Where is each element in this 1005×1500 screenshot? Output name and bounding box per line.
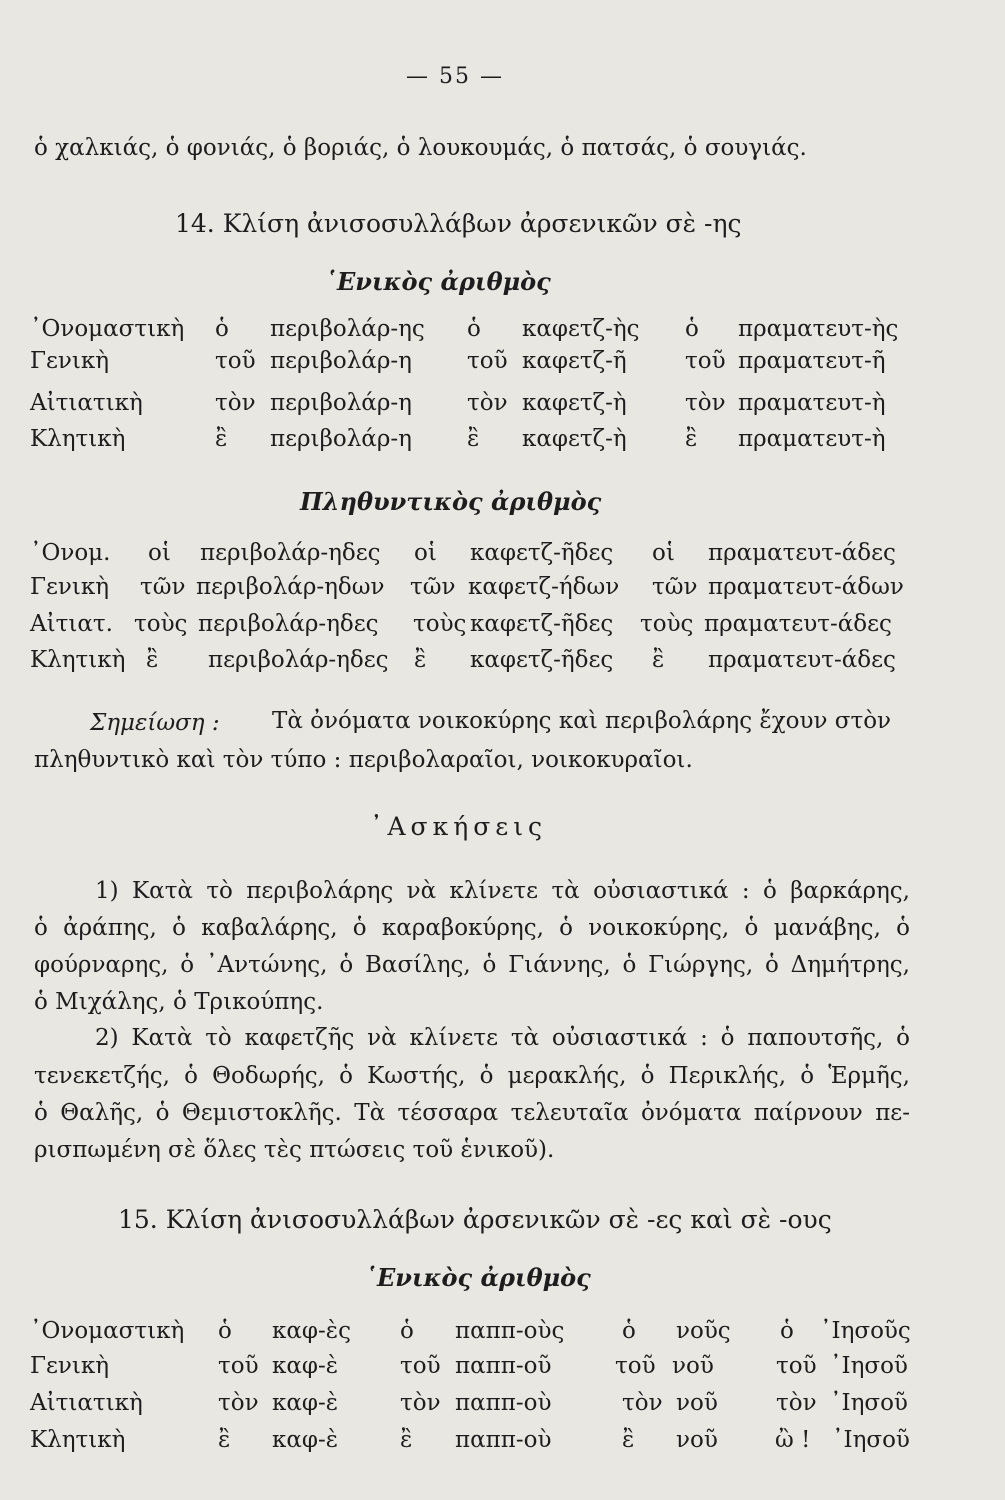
- article: τὸν: [622, 1390, 663, 1416]
- form: περιβολάρ-η: [270, 390, 412, 416]
- article: τοῦ: [615, 1353, 656, 1379]
- article: ὁ: [215, 316, 229, 342]
- form: νοῦς: [676, 1318, 731, 1344]
- exercise-line: φούρναρης, ὁ ᾿Αντώνης, ὁ Βασίλης, ὁ Γιάννης, ὁ Γιώργης, ὁ Δημήτρης,: [34, 952, 910, 978]
- form: πραματευτ-άδες: [704, 611, 892, 637]
- form: καφετζ-ῆ: [522, 348, 627, 374]
- exercise-line: 1) Κατὰ τὸ περιβολάρης νὰ κλίνετε τὰ οὐσιαστικά : ὁ βαρκάρης,: [95, 878, 910, 904]
- form: καφ-ὲς: [272, 1318, 352, 1344]
- article: τῶν: [410, 574, 456, 600]
- article: τοὺς: [134, 611, 188, 637]
- article: ὁ: [685, 316, 699, 342]
- form: πραματευτ-ὴ: [738, 390, 886, 416]
- article: τῶν: [140, 574, 186, 600]
- case-label: ᾿Ονομαστικὴ: [30, 1318, 185, 1344]
- form: περιβολάρ-ης: [270, 316, 425, 342]
- form: πραματευτ-άδων: [708, 574, 904, 600]
- section-14-title: 14. Κλίση ἀνισοσυλλάβων ἀρσενικῶν σὲ -ης: [175, 209, 742, 238]
- case-label: Κλητικὴ: [30, 1427, 126, 1453]
- article: τοὺς: [413, 611, 467, 637]
- form: περιβολάρ-ηδες: [198, 611, 379, 637]
- article: τοῦ: [776, 1353, 817, 1379]
- form: πραματευτ-ὴς: [738, 316, 899, 342]
- form: ᾿Ιησοῦ: [830, 1390, 908, 1416]
- form: καφετζ-ῆδες: [470, 540, 614, 566]
- section-14-singular-heading: ῾Ενικὸς ἀριθμὸς: [325, 267, 551, 296]
- article: τοῦ: [400, 1353, 441, 1379]
- article: ἒ: [622, 1427, 635, 1453]
- article: ὁ: [218, 1318, 232, 1344]
- form: πραματευτ-άδες: [708, 540, 896, 566]
- exercise-line: τενεκετζής, ὁ Θοδωρής, ὁ Κωστής, ὁ μερακλής, ὁ Περικλής, ὁ Ἑρμῆς,: [34, 1063, 910, 1089]
- form: ᾿Ιησοῦ: [830, 1353, 908, 1379]
- case-label: Αἰτιατικὴ: [30, 1390, 143, 1416]
- form: ᾿Ιησοῦ: [832, 1427, 910, 1453]
- section-14-plural-heading: Πληθυντικὸς ἀριθμὸς: [300, 487, 602, 516]
- form: παππ-οῦ: [455, 1353, 552, 1379]
- article: τὸν: [215, 390, 256, 416]
- article: τοῦ: [215, 348, 256, 374]
- article: ἒ: [414, 647, 427, 673]
- form: παππ-οὺ: [455, 1427, 552, 1453]
- case-label: Κλητικὴ: [30, 426, 126, 452]
- article: ἒ: [215, 426, 228, 452]
- article: οἱ: [652, 540, 675, 566]
- form: περιβολάρ-ηδων: [196, 574, 385, 600]
- form: περιβολάρ-ηδες: [208, 647, 389, 673]
- form: καφετζ-ὴς: [522, 316, 640, 342]
- form: καφετζ-ήδων: [468, 574, 620, 600]
- article: ἒ: [467, 426, 480, 452]
- form: καφετζ-ῆδες: [470, 611, 614, 637]
- intro-line: ὁ χαλκιάς, ὁ φονιάς, ὁ βοριάς, ὁ λουκουμάς, ὁ πατσάς, ὁ σουγιάς.: [34, 135, 807, 161]
- exercise-line: ὁ ἀράπης, ὁ καβαλάρης, ὁ καραβοκύρης, ὁ νοικοκύρης, ὁ μανάβης, ὁ: [34, 915, 910, 941]
- article: τοὺς: [640, 611, 694, 637]
- article: ἒ: [685, 426, 698, 452]
- form: καφετζ-ὴ: [522, 390, 627, 416]
- article: τὸν: [218, 1390, 259, 1416]
- case-label: Γενικὴ: [30, 574, 110, 600]
- form: πραματευτ-ὴ: [738, 426, 886, 452]
- form: πραματευτ-άδες: [708, 647, 896, 673]
- article: ὁ: [780, 1318, 794, 1344]
- form: περιβολάρ-ηδες: [200, 540, 381, 566]
- article: ὁ: [400, 1318, 414, 1344]
- article: ὢ !: [775, 1427, 811, 1453]
- article: τὸν: [467, 390, 508, 416]
- case-label: ᾿Ονομαστικὴ: [30, 316, 185, 342]
- form: καφ-ὲ: [272, 1390, 339, 1416]
- form: νοῦ: [676, 1427, 718, 1453]
- article: τὸν: [685, 390, 726, 416]
- form: νοῦ: [676, 1390, 718, 1416]
- form: καφετζ-ῆδες: [470, 647, 614, 673]
- form: περιβολάρ-η: [270, 426, 412, 452]
- form: παππ-οὺς: [455, 1318, 565, 1344]
- note-line: πληθυντικὸ καὶ τὸν τύπο : περιβολαραῖοι, νοικοκυραῖοι.: [34, 747, 693, 773]
- article: τὸν: [776, 1390, 817, 1416]
- form: περιβολάρ-η: [270, 348, 412, 374]
- form: νοῦ: [672, 1353, 714, 1379]
- article: ὁ: [467, 316, 481, 342]
- article: ὁ: [622, 1318, 636, 1344]
- article: ἒ: [146, 647, 159, 673]
- case-label: Αἰτιατικὴ: [30, 390, 143, 416]
- article: ἒ: [218, 1427, 231, 1453]
- exercise-line: ὁ Μιχάλης, ὁ Τρικούπης.: [34, 989, 324, 1015]
- article: τῶν: [652, 574, 698, 600]
- case-label: Γενικὴ: [30, 348, 110, 374]
- case-label: Αἰτιατ.: [30, 611, 113, 637]
- form: παππ-οὺ: [455, 1390, 552, 1416]
- case-label: Γενικὴ: [30, 1353, 110, 1379]
- article: τοῦ: [685, 348, 726, 374]
- exercise-line: 2) Κατὰ τὸ καφετζῆς νὰ κλίνετε τὰ οὐσιαστικά : ὁ παπουτσῆς, ὁ: [95, 1025, 910, 1051]
- case-label: ᾿Ονομ.: [30, 540, 111, 566]
- section-15-title: 15. Κλίση ἀνισοσυλλάβων ἀρσενικῶν σὲ -ες καὶ σὲ -ους: [118, 1205, 832, 1234]
- page-number: — 55 —: [406, 64, 504, 89]
- form: καφ-ὲ: [272, 1353, 339, 1379]
- article: οἱ: [414, 540, 437, 566]
- form: πραματευτ-ῆ: [738, 348, 886, 374]
- case-label: Κλητικὴ: [30, 647, 126, 673]
- note-line: Τὰ ὀνόματα νοικοκύρης καὶ περιβολάρης ἔχουν στὸν: [272, 708, 892, 734]
- article: οἱ: [148, 540, 171, 566]
- article: τοῦ: [218, 1353, 259, 1379]
- exercise-line: ρισπωμένη σὲ ὅλες τὲς πτώσεις τοῦ ἑνικοῦ).: [34, 1137, 555, 1163]
- section-15-singular-heading: ῾Ενικὸς ἀριθμὸς: [365, 1263, 591, 1292]
- article: ἒ: [652, 647, 665, 673]
- article: τὸν: [400, 1390, 441, 1416]
- article: τοῦ: [467, 348, 508, 374]
- form: καφετζ-ὴ: [522, 426, 627, 452]
- article: ἒ: [400, 1427, 413, 1453]
- form: ᾿Ιησοῦς: [820, 1318, 911, 1344]
- form: καφ-ὲ: [272, 1427, 339, 1453]
- exercises-heading: ᾿Ασκήσεις: [370, 812, 548, 841]
- note-label: Σημείωση :: [90, 710, 220, 736]
- exercise-line: ὁ Θαλῆς, ὁ Θεμιστοκλῆς. Τὰ τέσσαρα τελευταῖα ὀνόματα παίρνουν πε-: [34, 1100, 910, 1126]
